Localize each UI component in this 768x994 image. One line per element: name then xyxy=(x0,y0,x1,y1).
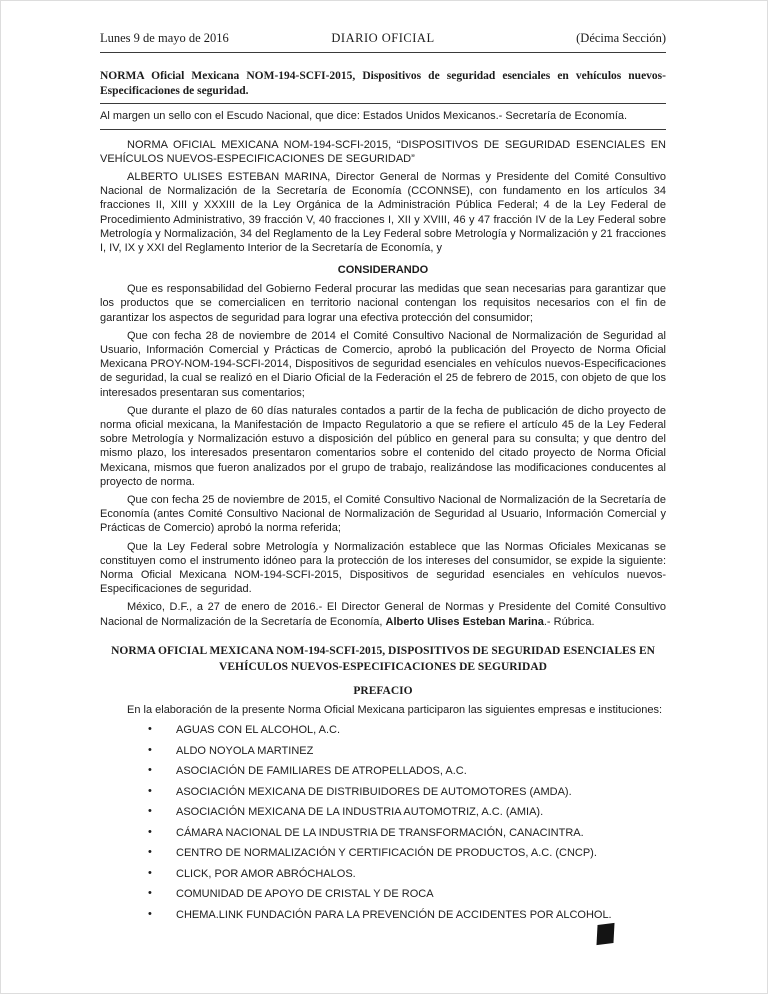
bullet-icon: • xyxy=(148,907,152,920)
participant-name: ALDO NOYOLA MARTINEZ xyxy=(176,744,314,757)
bullet-icon: • xyxy=(148,723,152,736)
scan-artifact-mark xyxy=(596,923,614,945)
participant-name: CENTRO DE NORMALIZACIÓN Y CERTIFICACIÓN DE PRODUCTOS, A.C. (CNCP). xyxy=(176,847,597,860)
participant-item xyxy=(100,805,666,819)
signature-paragraph xyxy=(100,600,666,628)
bullet-icon: • xyxy=(148,887,152,900)
participant-item xyxy=(100,867,666,881)
prefacio-heading: PREFACIO xyxy=(353,684,413,697)
participant-name: AGUAS CON EL ALCOHOL, A.C. xyxy=(176,724,341,737)
paragraph-norma-declaration: NORMA OFICIAL MEXICANA NOM-194-SCFI-2015, “DISPOSITIVOS DE SEGURIDAD ESENCIALES EN VEHÍCULOS NUEVOS-ESPECIFICACIONES DE SEGURIDAD” xyxy=(100,138,666,165)
signature-suffix: .- Rúbrica. xyxy=(543,615,595,628)
page-header xyxy=(100,31,666,53)
participant-name: CLICK, POR AMOR ABRÓCHALOS. xyxy=(176,867,356,880)
considerando-paragraph-5: Que la Ley Federal sobre Metrología y Normalización establece que las Normas Oficiales Mexicanas se constituyen como el instrumento idóneo para la protección de los intereses del consumidor, se expide la siguiente: Norma Oficial Mexicana NOM-194-SCFI-2015, Dispositivos de seguridad esenciales en vehículos nuevos-Especificaciones de seguridad. xyxy=(100,540,666,596)
participant-name: COMUNIDAD DE APOYO DE CRISTAL Y DE ROCA xyxy=(176,888,434,901)
paragraph-authority-fundamento: ALBERTO ULISES ESTEBAN MARINA, Director General de Normas y Presidente del Comité Consultivo Nacional de Normalización de la Secretaría de Economía (CCONNSE), con fundamento en los artículos 34 fracciones II, XIII y XXXIII de la Ley Orgánica de la Administración Pública Federal; 4 de la Ley Federal de Procedimiento Administrativo, 39 fracción V, 40 fracciones I, XII y XVIII, 46 y 47 fracción IV de la Ley Federal sobre Metrología y Normalización, 34 del Reglamento de la Ley Federal sobre Metrología y Normalización y 21 fracciones I, IV, IX y XXI del Reglamento Interior de la Secretaría de Economía, y xyxy=(100,171,666,255)
participant-item xyxy=(100,744,666,758)
bullet-icon: • xyxy=(148,784,152,797)
norma-section-heading: NORMA OFICIAL MEXICANA NOM-194-SCFI-2015, DISPOSITIVOS DE SEGURIDAD ESENCIALES EN VEHÍCULOS NUEVOS-ESPECIFICACIONES DE SEGURIDAD xyxy=(111,644,655,673)
participant-item xyxy=(100,723,666,737)
bullet-icon: • xyxy=(148,764,152,777)
prefacio-intro-paragraph: En la elaboración de la presente Norma Oficial Mexicana participaron las siguientes empresas e instituciones: xyxy=(127,703,662,716)
participant-name: ASOCIACIÓN MEXICANA DE LA INDUSTRIA AUTOMOTRIZ, A.C. (AMIA). xyxy=(176,806,544,819)
header-section-label: (Décima Sección) xyxy=(576,31,667,45)
participant-item xyxy=(100,785,666,799)
signature-name: Alberto Ulises Esteban Marina xyxy=(385,615,544,628)
bullet-icon: • xyxy=(148,866,152,879)
participant-item xyxy=(100,908,666,922)
considerando-paragraph-4: Que con fecha 25 de noviembre de 2015, el Comité Consultivo Nacional de Normalización de la Secretaría de Economía (antes Comité Consultivo Nacional de Normalización de Seguridad al Usuario, Información Comercial y Prácticas de Comercio) aprobó la norma referida; xyxy=(100,494,666,535)
bullet-icon: • xyxy=(148,743,152,756)
bullet-icon: • xyxy=(148,846,152,859)
participant-name: ASOCIACIÓN DE FAMILIARES DE ATROPELLADOS, A.C. xyxy=(176,765,467,778)
considerando-paragraph-2: Que con fecha 28 de noviembre de 2014 el Comité Consultivo Nacional de Normalización de Seguridad al Usuario, Información Comercial y Prácticas de Comercio, aprobó la publicación del Proyecto de Norma Oficial Mexicana PROY-NOM-194-SCFI-2014, Dispositivos de seguridad esenciales en vehículos nuevos-Especificaciones de seguridad, la cual se realizó en el Diario Oficial de la Federación el 25 de febrero de 2015, con objeto de que los interesados presentaran sus comentarios; xyxy=(100,329,666,399)
bullet-icon: • xyxy=(148,825,152,838)
considerando-paragraph-1: Que es responsabilidad del Gobierno Federal procurar las medidas que sean necesarias para garantizar que los productos que se comercialicen en territorio nacional contengan los requisitos necesarios con el fin de garantizar los aspectos de seguridad para lograr una efectiva protección del consumidor; xyxy=(100,283,666,324)
header-date: Lunes 9 de mayo de 2016 xyxy=(100,31,229,45)
participant-item xyxy=(100,846,666,860)
participant-name: ASOCIACIÓN MEXICANA DE DISTRIBUIDORES DE AUTOMOTORES (AMDA). xyxy=(176,785,572,798)
considerando-paragraph-3: Que durante el plazo de 60 días naturales contados a partir de la fecha de publicación de dicho proyecto de norma oficial mexicana, la Manifestación de Impacto Regulatorio a que se refiere el artículo 45 de la Ley Federal sobre Metrología y Normalización estuvo a disposición del público en general para su consulta; y que dentro del mismo plazo, los interesados presentaron comentarios sobre el contenido del citado proyecto de Norma Oficial Mexicana, mismos que fueron analizados por el grupo de trabajo, realizándose las modificaciones conducentes al proyecto de norma. xyxy=(100,404,666,488)
header-publication-title: DIARIO OFICIAL xyxy=(331,31,435,45)
document-title: NORMA Oficial Mexicana NOM-194-SCFI-2015, Dispositivos de seguridad esenciales en vehículos nuevos-Especificaciones de seguridad. xyxy=(100,69,666,104)
margin-seal-note: Al margen un sello con el Escudo Nacional, que dice: Estados Unidos Mexicanos.- Secretaría de Economía. xyxy=(100,104,666,130)
bullet-icon: • xyxy=(148,805,152,818)
participant-item xyxy=(100,826,666,840)
participants-list xyxy=(100,723,666,922)
participant-name: CÁMARA NACIONAL DE LA INDUSTRIA DE TRANSFORMACIÓN, CANACINTRA. xyxy=(176,826,584,839)
considerando-heading: CONSIDERANDO xyxy=(337,264,429,277)
participant-item xyxy=(100,764,666,778)
participant-name: CHEMA.LINK FUNDACIÓN PARA LA PREVENCIÓN DE ACCIDENTES POR ALCOHOL. xyxy=(176,908,612,921)
participant-item xyxy=(100,887,666,901)
signature-prefix: México, D.F., a 27 de enero de 2016.- El Director General de Normas y Presidente del Comité Consultivo Nacional de Normalización de la Secretaría de Economía, xyxy=(100,601,666,628)
